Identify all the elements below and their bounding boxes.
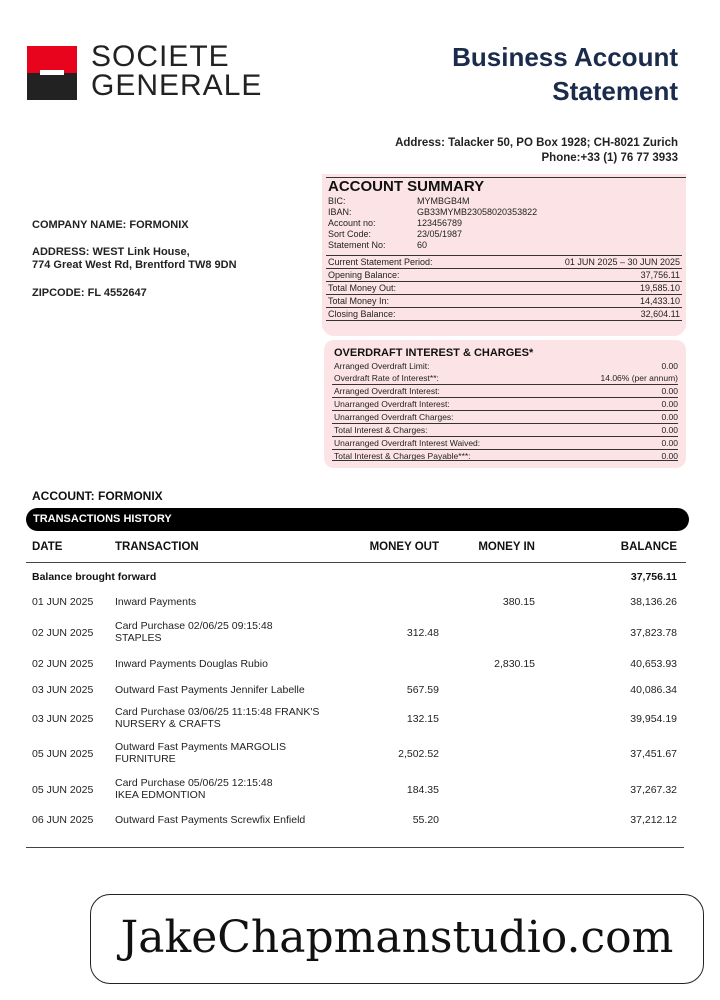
tx-date: 03 JUN 2025 <box>32 684 94 696</box>
brought-forward-balance: 37,756.11 <box>630 571 677 583</box>
bank-phone: Phone:+33 (1) 76 77 3933 <box>541 152 678 164</box>
overdraft-heading: OVERDRAFT INTEREST & CHARGES* <box>334 347 534 359</box>
tx-money-out: 312.48 <box>406 627 439 639</box>
table-bottom-divider <box>26 847 684 848</box>
brand-name <box>91 42 262 100</box>
tx-balance: 38,136.26 <box>630 596 677 608</box>
brand-line-2: GENERALE <box>91 69 263 102</box>
tx-description: Outward Fast Payments MARGOLIS FURNITURE <box>115 741 286 765</box>
tx-description: Card Purchase 05/06/25 12:15:48 IKEA EDMONTION <box>115 777 273 801</box>
tx-description: Inward Payments <box>115 596 197 608</box>
statement-title-line-2: Statement <box>552 76 678 106</box>
overdraft-row: Unarranged Overdraft Interest Waived: 0.00 <box>334 438 678 448</box>
company-name: COMPANY NAME: FORMONIX <box>32 219 189 231</box>
watermark: JakeChapmanstudio.com <box>90 894 704 984</box>
tx-balance: 37,267.32 <box>630 784 677 796</box>
overdraft-row: Total Interest & Charges: 0.00 <box>334 425 678 435</box>
brought-forward-label: Balance brought forward <box>32 571 157 583</box>
col-header-balance: BALANCE <box>620 541 677 553</box>
transactions-history-bar <box>26 508 689 531</box>
overdraft-row: Unarranged Overdraft Interest: 0.00 <box>334 399 678 409</box>
tx-date: 03 JUN 2025 <box>32 713 94 725</box>
societe-generale-logo-icon <box>27 46 77 100</box>
col-header-transaction: TRANSACTION <box>115 541 199 553</box>
tx-money-out: 184.35 <box>406 784 439 796</box>
tx-description: Card Purchase 03/06/25 11:15:48 FRANK'S NURSERY & CRAFTS <box>115 706 320 730</box>
summary-row: Closing Balance: 32,604.11 <box>328 309 680 319</box>
tx-description: Outward Fast Payments Screwfix Enfield <box>115 814 306 826</box>
tx-date: 06 JUN 2025 <box>32 814 94 826</box>
brand-line-1: SOCIETE <box>91 40 230 73</box>
tx-date: 01 JUN 2025 <box>32 596 94 608</box>
account-summary-box <box>322 174 686 336</box>
company-zipcode: ZIPCODE: FL 4552647 <box>32 287 147 299</box>
summary-row: Opening Balance: 37,756.11 <box>328 270 680 280</box>
summary-row: Total Money In: 14,433.10 <box>328 296 680 306</box>
overdraft-row: Overdraft Rate of Interest**: 14.06% (per annum) <box>334 373 678 383</box>
tx-description: Outward Fast Payments Jennifer Labelle <box>115 684 305 696</box>
account-label: ACCOUNT: FORMONIX <box>32 489 163 503</box>
summary-field: Sort Code: 23/05/1987 <box>328 229 463 239</box>
tx-money-out: 55.20 <box>412 814 439 826</box>
tx-balance: 39,954.19 <box>630 713 677 725</box>
header-divider <box>26 562 686 563</box>
tx-money-out: 2,502.52 <box>398 748 439 760</box>
col-header-money-in: MONEY IN <box>478 541 535 553</box>
tx-date: 05 JUN 2025 <box>32 748 94 760</box>
overdraft-row: Total Interest & Charges Payable***: 0.00 <box>334 451 678 461</box>
summary-row: Current Statement Period: 01 JUN 2025 – 30 JUN 2025 <box>328 257 680 267</box>
tx-balance: 37,823.78 <box>630 627 677 639</box>
overdraft-row: Arranged Overdraft Interest: 0.00 <box>334 386 678 396</box>
statement-title <box>452 40 678 108</box>
summary-row: Total Money Out: 19,585.10 <box>328 283 680 293</box>
statement-title-line-1: Business Account <box>452 42 678 72</box>
bank-address: Address: Talacker 50, PO Box 1928; CH-8021 Zurich <box>395 137 678 149</box>
summary-field: IBAN: GB33MYMB23058020353822 <box>328 207 538 217</box>
tx-date: 02 JUN 2025 <box>32 658 94 670</box>
tx-balance: 37,451.67 <box>630 748 677 760</box>
col-header-date: DATE <box>32 541 63 553</box>
col-header-money-out: MONEY OUT <box>369 541 439 553</box>
company-address-line-1: ADDRESS: WEST Link House, <box>32 246 190 258</box>
tx-money-out: 567.59 <box>406 684 439 696</box>
summary-field: Account no: 123456789 <box>328 218 463 228</box>
summary-field: Statement No: 60 <box>328 240 428 250</box>
tx-money-in: 2,830.15 <box>494 658 535 670</box>
overdraft-row: Arranged Overdraft Limit: 0.00 <box>334 361 678 371</box>
tx-money-out: 132.15 <box>406 713 439 725</box>
tx-balance: 37,212.12 <box>630 814 677 826</box>
transactions-history-title: TRANSACTIONS HISTORY <box>33 513 172 525</box>
tx-balance: 40,653.93 <box>630 658 677 670</box>
tx-balance: 40,086.34 <box>630 684 677 696</box>
account-summary-heading: ACCOUNT SUMMARY <box>328 178 485 195</box>
overdraft-row: Unarranged Overdraft Charges: 0.00 <box>334 412 678 422</box>
tx-date: 02 JUN 2025 <box>32 627 94 639</box>
tx-money-in: 380.15 <box>502 596 535 608</box>
bank-contact <box>395 136 678 166</box>
company-address-line-2: 774 Great West Rd, Brentford TW8 9DN <box>32 259 237 271</box>
summary-field: BIC: MYMBGB4M <box>328 196 470 206</box>
tx-description: Card Purchase 02/06/25 09:15:48 STAPLES <box>115 620 273 644</box>
overdraft-box <box>324 340 686 468</box>
tx-date: 05 JUN 2025 <box>32 784 94 796</box>
tx-description: Inward Payments Douglas Rubio <box>115 658 268 670</box>
